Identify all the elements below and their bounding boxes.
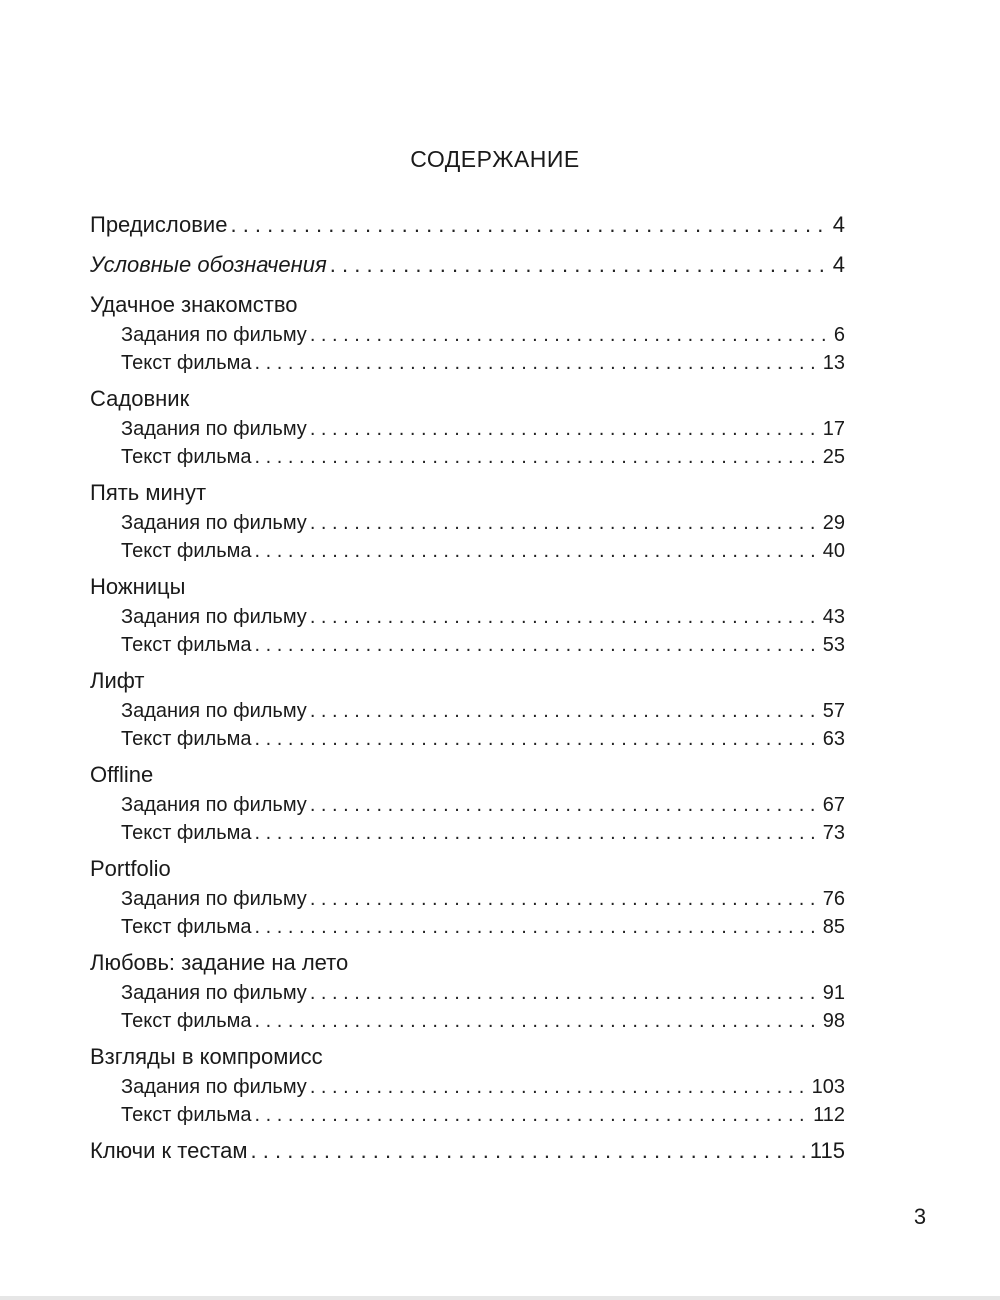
toc-entry-label: Задания по фильму bbox=[121, 1076, 307, 1098]
toc-subentry-text[interactable] bbox=[90, 913, 845, 941]
toc-subentry-text[interactable] bbox=[90, 631, 845, 659]
toc-section bbox=[90, 571, 845, 659]
dot-leader bbox=[255, 913, 820, 941]
toc-section-title[interactable]: Любовь: задание на лето bbox=[90, 950, 349, 975]
toc-subentry-text[interactable] bbox=[90, 725, 845, 753]
dot-leader bbox=[310, 509, 820, 537]
toc-page-number: 67 bbox=[822, 794, 845, 816]
toc-entry-label: Текст фильма bbox=[121, 916, 252, 938]
toc-entry-label: Условные обозначения bbox=[90, 252, 327, 277]
toc-page-number: 63 bbox=[822, 728, 845, 750]
toc-subentry-tasks[interactable] bbox=[90, 321, 845, 349]
dot-leader bbox=[255, 537, 820, 565]
toc-page-number: 85 bbox=[822, 916, 845, 938]
toc-entry-label: Текст фильма bbox=[121, 446, 252, 468]
toc-entry-label: Текст фильма bbox=[121, 352, 252, 374]
toc-entry-label: Текст фильма bbox=[121, 540, 252, 562]
toc-page-number: 98 bbox=[822, 1010, 845, 1032]
toc-entry-legend[interactable] bbox=[90, 249, 845, 281]
toc-subentry-text[interactable] bbox=[90, 1101, 845, 1129]
toc-subentry-tasks[interactable] bbox=[90, 1073, 845, 1101]
dot-leader bbox=[255, 725, 820, 753]
toc-section bbox=[90, 383, 845, 471]
dot-leader bbox=[255, 1007, 820, 1035]
page-title: СОДЕРЖАНИЕ bbox=[410, 146, 580, 172]
toc-section bbox=[90, 1041, 845, 1129]
dot-leader bbox=[310, 321, 831, 349]
toc-subentry-tasks[interactable] bbox=[90, 697, 845, 725]
dot-leader bbox=[310, 979, 820, 1007]
toc-entry-answer-keys[interactable] bbox=[90, 1135, 845, 1167]
toc-entry-label: Задания по фильму bbox=[121, 324, 307, 346]
toc-entry-label: Текст фильма bbox=[121, 728, 252, 750]
toc-page-number: 6 bbox=[833, 324, 845, 346]
toc-section bbox=[90, 289, 845, 377]
dot-leader bbox=[330, 249, 830, 281]
toc-entry-label: Задания по фильму bbox=[121, 700, 307, 722]
dot-leader bbox=[255, 349, 820, 377]
toc-section-title[interactable]: Ножницы bbox=[90, 574, 186, 599]
toc-page-number: 91 bbox=[822, 982, 845, 1004]
toc-page-number: 29 bbox=[822, 512, 845, 534]
toc-section bbox=[90, 759, 845, 847]
toc-page-number: 112 bbox=[813, 1104, 845, 1126]
toc-subentry-text[interactable] bbox=[90, 537, 845, 565]
toc-page-number: 57 bbox=[822, 700, 845, 722]
dot-leader bbox=[310, 697, 820, 725]
toc-page-number: 13 bbox=[822, 352, 845, 374]
toc-subentry-text[interactable] bbox=[90, 1007, 845, 1035]
toc-page-number: 4 bbox=[832, 252, 845, 277]
toc-entry-label: Задания по фильму bbox=[121, 418, 307, 440]
toc-page-number: 25 bbox=[822, 446, 845, 468]
toc-section-title[interactable]: Portfolio bbox=[90, 856, 171, 881]
toc-entry-preface[interactable] bbox=[90, 209, 845, 241]
toc-subentry-tasks[interactable] bbox=[90, 509, 845, 537]
toc-section-title[interactable]: Пять минут bbox=[90, 480, 207, 505]
toc-section-title[interactable]: Лифт bbox=[90, 668, 145, 693]
dot-leader bbox=[310, 885, 820, 913]
dot-leader bbox=[230, 209, 829, 241]
toc-entry-label: Текст фильма bbox=[121, 822, 252, 844]
toc-page-number: 4 bbox=[832, 212, 845, 237]
toc-entry-label: Ключи к тестам bbox=[90, 1138, 248, 1163]
toc-section-title[interactable]: Offline bbox=[90, 762, 154, 787]
table-of-contents bbox=[90, 209, 845, 1175]
toc-page-number: 43 bbox=[822, 606, 845, 628]
dot-leader bbox=[251, 1135, 807, 1167]
toc-subentry-tasks[interactable] bbox=[90, 979, 845, 1007]
toc-entry-label: Задания по фильму bbox=[121, 888, 307, 910]
toc-section-title[interactable]: Взгляды в компромисс bbox=[90, 1044, 323, 1069]
toc-subentry-text[interactable] bbox=[90, 443, 845, 471]
toc-subentry-tasks[interactable] bbox=[90, 885, 845, 913]
dot-leader bbox=[255, 819, 820, 847]
page-number: 3 bbox=[913, 1204, 927, 1229]
toc-page-number: 73 bbox=[822, 822, 845, 844]
page-bottom-edge bbox=[0, 1296, 1000, 1300]
toc-section-title[interactable]: Садовник bbox=[90, 386, 190, 411]
toc-entry-label: Текст фильма bbox=[121, 1104, 252, 1126]
toc-entry-label: Текст фильма bbox=[121, 1010, 252, 1032]
toc-page-number: 115 bbox=[809, 1138, 845, 1163]
toc-section bbox=[90, 477, 845, 565]
toc-page-number: 40 bbox=[822, 540, 845, 562]
toc-page-number: 17 bbox=[822, 418, 845, 440]
dot-leader bbox=[255, 443, 820, 471]
toc-section-title[interactable]: Удачное знакомство bbox=[90, 292, 298, 317]
toc-entry-label: Задания по фильму bbox=[121, 794, 307, 816]
dot-leader bbox=[310, 791, 820, 819]
toc-subentry-tasks[interactable] bbox=[90, 791, 845, 819]
toc-subentry-tasks[interactable] bbox=[90, 415, 845, 443]
dot-leader bbox=[310, 415, 820, 443]
dot-leader bbox=[255, 1101, 811, 1129]
toc-entry-label: Задания по фильму bbox=[121, 512, 307, 534]
toc-section bbox=[90, 853, 845, 941]
dot-leader bbox=[310, 1073, 809, 1101]
toc-section bbox=[90, 947, 845, 1035]
toc-entry-label: Задания по фильму bbox=[121, 982, 307, 1004]
toc-entry-label: Задания по фильму bbox=[121, 606, 307, 628]
toc-page-number: 76 bbox=[822, 888, 845, 910]
toc-section bbox=[90, 665, 845, 753]
toc-entry-label: Текст фильма bbox=[121, 634, 252, 656]
toc-subentry-tasks[interactable] bbox=[90, 603, 845, 631]
dot-leader bbox=[255, 631, 820, 659]
toc-page-number: 103 bbox=[811, 1076, 845, 1098]
toc-page-number: 53 bbox=[822, 634, 845, 656]
dot-leader bbox=[310, 603, 820, 631]
toc-subentry-text[interactable] bbox=[90, 819, 845, 847]
toc-subentry-text[interactable] bbox=[90, 349, 845, 377]
toc-entry-label: Предисловие bbox=[90, 212, 228, 237]
